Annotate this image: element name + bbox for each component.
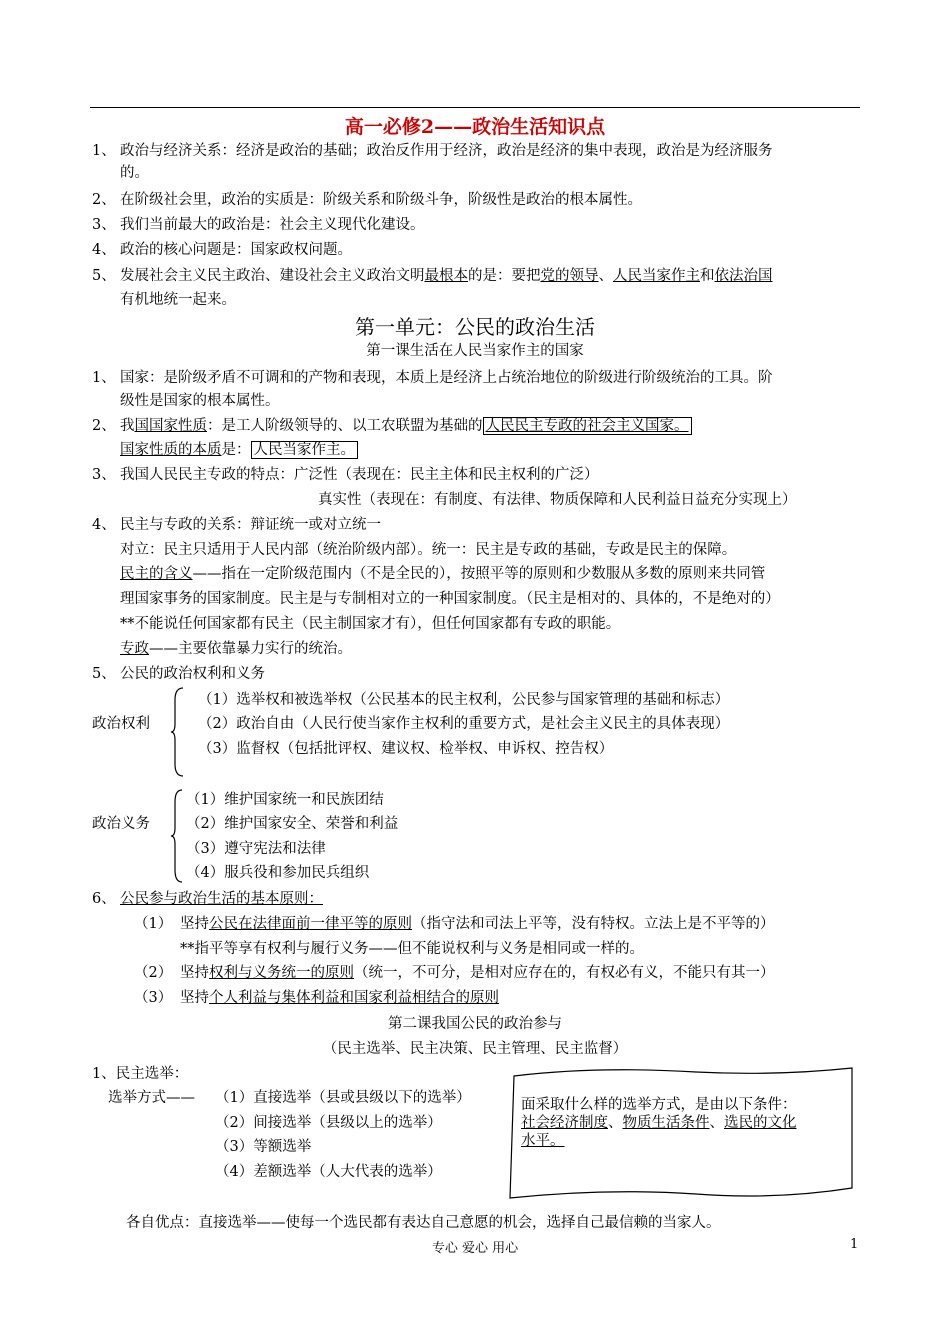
item-number: 2、 [92, 192, 116, 208]
page-footer: 专心 爱心 用心 [431, 1241, 519, 1256]
item-number: 4、 [92, 517, 116, 533]
header-rule [90, 107, 860, 108]
method-item: （3）等额选举 [215, 1139, 312, 1155]
item-text: 我们当前最大的政治是：社会主义现代化建设。 [120, 217, 425, 233]
page-number: 1 [850, 1237, 859, 1252]
item-text: 公民参与政治生活的基本原则： [120, 891, 323, 907]
item-text: 在阶级社会里，政治的实质是：阶级关系和阶级斗争，阶级性是政治的根本属性。 [120, 192, 642, 208]
duties-item: （3）遵守宪法和法律 [186, 841, 326, 857]
principle-text: 坚持权利与义务统一的原则（统一，不可分，是相对应存在的，有权必有义，不能只有其一） [180, 965, 775, 981]
methods-label: 选举方式—— [108, 1090, 195, 1106]
principle-text: 坚持公民在法律面前一律平等的原则（指守法和司法上平等，没有特权。立法上是不平等的） [180, 916, 775, 932]
item-text: 各自优点：直接选举——使每一个选民都有表达自己意愿的机会，选择自己最信赖的当家人。 [126, 1215, 721, 1231]
item-text: 政治与经济关系：经济是政治的基础；政治反作用于经济，政治是经济的集中表现，政治是为经济服务 [120, 143, 773, 159]
method-item: （4）差额选举（人大代表的选举） [215, 1164, 442, 1180]
duties-label: 政治义务 [92, 816, 150, 832]
rights-label: 政治权利 [92, 716, 150, 732]
item-number: 5、 [92, 268, 116, 284]
duties-item: （1）维护国家统一和民族团结 [186, 792, 384, 808]
principle-note: **指平等享有权利与履行义务——但不能说权利与义务是相同或一样的。 [180, 941, 644, 957]
principle-number: （3） [134, 990, 173, 1006]
lesson-subheading: （民主选举、民主决策、民主管理、民主监督） [322, 1041, 628, 1057]
unit-heading: 第一单元：公民的政治生活 [355, 315, 595, 339]
item-text: 级性是国家的根本属性。 [120, 393, 280, 409]
item-number: 2、 [92, 418, 116, 434]
item-number: 4、 [92, 242, 116, 258]
left-brace [170, 788, 184, 884]
item-text: 国家：是阶级矛盾不可调和的产物和表现，本质上是经济上占统治地位的阶级进行阶级统治的工具。阶 [120, 370, 773, 386]
rights-item: （3）监督权（包括批评权、建议权、检举权、申诉权、控告权） [198, 741, 614, 757]
note-text: 面采取什么样的选举方式，是由以下条件： [521, 1097, 797, 1113]
item-text: 我国国家性质：是工人阶级领导的、以工农联盟为基础的 人民民主专政的社会主义国家。 [120, 416, 692, 436]
duties-item: （4）服兵役和参加民兵组织 [186, 865, 370, 881]
item-text: 理国家事务的国家制度。民主是与专制相对立的一种国家制度。（民主是相对的、具体的，不是绝对的） [120, 591, 780, 607]
note-text: 水平。 [521, 1133, 565, 1149]
item-text: 1、民主选举： [92, 1066, 189, 1082]
principle-number: （2） [134, 965, 173, 981]
principle-text: 坚持个人利益与集体利益和国家利益相结合的原则 [180, 990, 499, 1006]
item-text: 真实性（表现在：有制度、有法律、物质保障和人民利益日益充分实现上） [318, 492, 797, 508]
item-number: 3、 [92, 217, 116, 233]
rights-item: （2）政治自由（人民行使当家作主权利的重要方式，是社会主义民主的具体表现） [198, 716, 730, 732]
left-brace [170, 686, 186, 778]
item-number: 6、 [92, 891, 116, 907]
method-item: （2）间接选举（县级以上的选举） [215, 1115, 442, 1131]
item-text: 发展社会主义民主政治、建设社会主义政治文明最根本的是：要把党的领导、人民当家作主和依法治国 [120, 268, 773, 284]
rights-item: （1）选举权和被选举权（公民基本的民主权利，公民参与国家管理的基础和标志） [198, 692, 730, 708]
item-text: 专政——主要依靠暴力实行的统治。 [120, 641, 352, 657]
item-text: 的。 [120, 165, 149, 181]
note-text: 社会经济制度、物质生活条件、选民的文化 [521, 1115, 797, 1131]
item-text: 民主的含义——指在一定阶级范围内（不是全民的），按照平等的原则和少数服从多数的原则来共同管 [120, 566, 766, 582]
item-text: 民主与专政的关系：辩证统一或对立统一 [120, 517, 381, 533]
item-text: 公民的政治权利和义务 [120, 666, 265, 682]
item-text: 我国人民民主专政的特点：广泛性（表现在：民主主体和民主权利的广泛） [120, 467, 599, 483]
lesson-heading: 第一课生活在人民当家作主的国家 [366, 343, 584, 359]
page-title: 高一必修2——政治生活知识点 [344, 116, 606, 138]
duties-item: （2）维护国家安全、荣誉和利益 [186, 816, 399, 832]
principle-number: （1） [134, 916, 173, 932]
item-number: 1、 [92, 143, 116, 159]
method-item: （1）直接选举（县或县级以下的选举） [215, 1090, 471, 1106]
lesson-heading: 第二课我国公民的政治参与 [388, 1016, 562, 1032]
item-number: 5、 [92, 666, 116, 682]
item-number: 1、 [92, 370, 116, 386]
item-text: 有机地统一起来。 [120, 292, 236, 308]
item-text: 国家性质的本质是： 人民当家作主。 [120, 440, 358, 460]
item-text: 政治的核心问题是：国家政权问题。 [120, 242, 352, 258]
item-text: **不能说任何国家都有民主（民主制国家才有），但任何国家都有专政的职能。 [120, 616, 621, 632]
item-text: 对立：民主只适用于人民内部（统治阶级内部）。统一：民主是专政的基础，专政是民主的保障。 [120, 542, 737, 558]
item-number: 3、 [92, 467, 116, 483]
